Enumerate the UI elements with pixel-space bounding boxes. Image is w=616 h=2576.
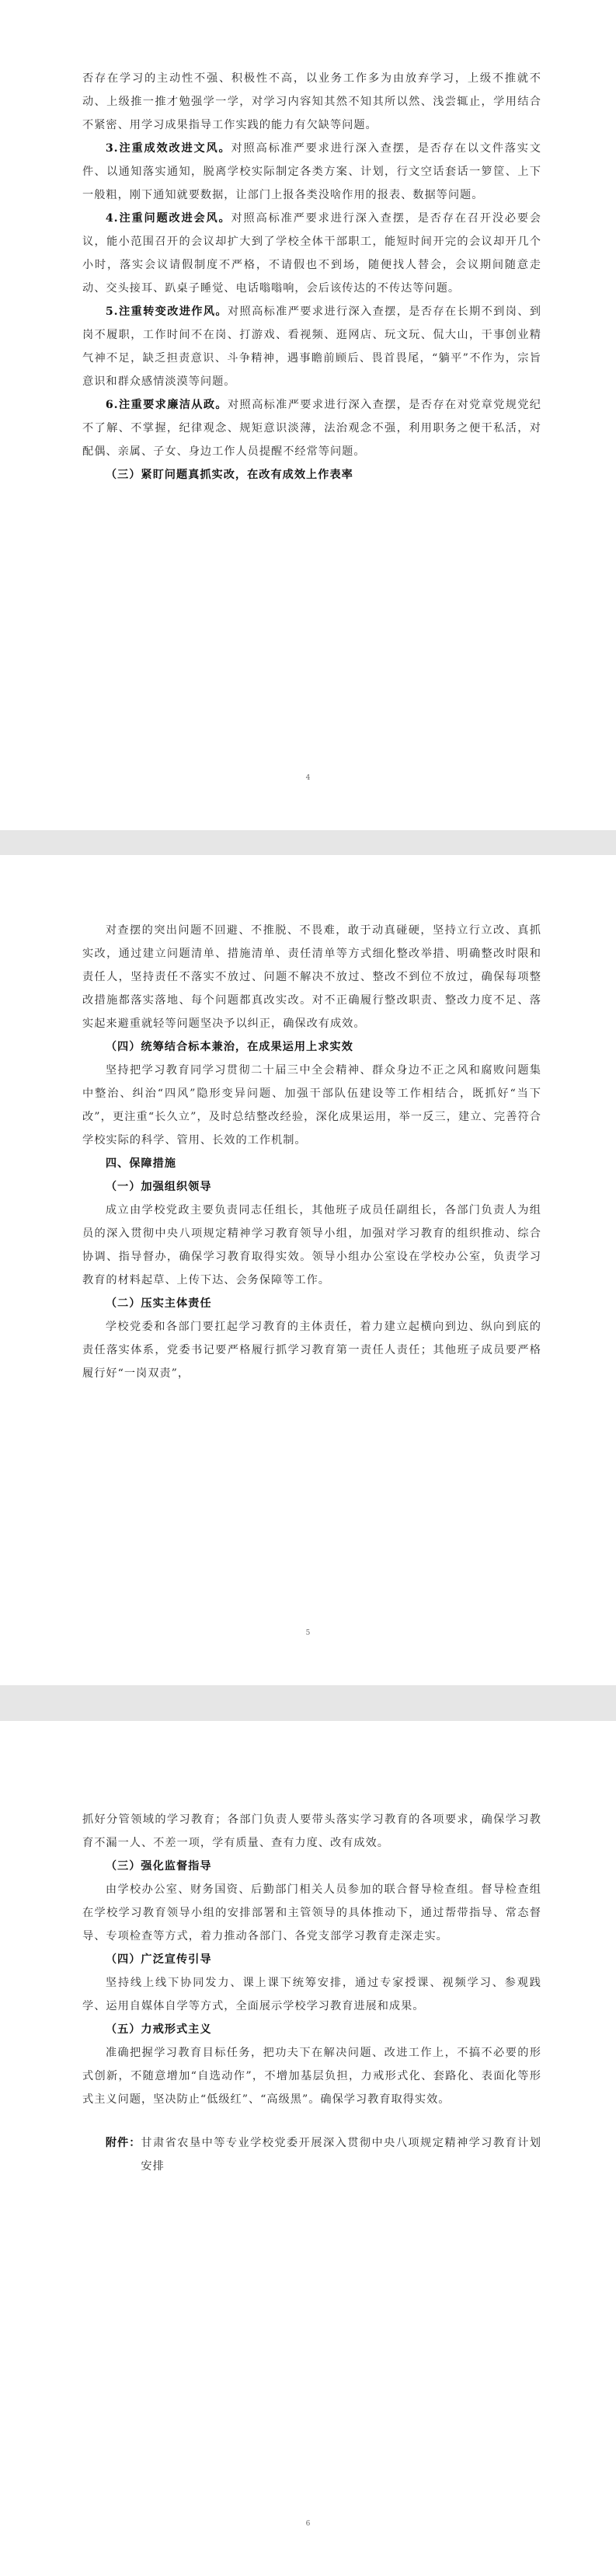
paragraph <box>82 393 541 463</box>
section-heading: （三）紧盯问题真抓实改，在改有成效上作表率 <box>105 469 353 481</box>
item-lead: 5.注重转变改进作风。 <box>105 305 228 318</box>
section-heading: （三）强化监督指导 <box>105 1860 212 1873</box>
paragraph: 坚持线上线下协同发力、课上课下统筹安排，通过专家授课、视频学习、参观践学、运用自媒体自学等方式，全面展示学校学习教育进展和成果。 <box>82 1977 541 2012</box>
document-page-5 <box>0 855 616 1685</box>
section-heading: （一）加强组织领导 <box>105 1181 212 1193</box>
document-page-6 <box>0 1721 616 2576</box>
paragraph: 学校党委和各部门要扛起学习教育的主体责任，着力建立起横向到边、纵向到底的责任落实体系，党委书记要严格履行抓学习教育第一责任人责任；其他班子成员要严格履行好“一岗双责”， <box>82 1321 541 1380</box>
section-heading: （二）压实主体责任 <box>105 1297 212 1310</box>
page-number: 4 <box>305 774 311 782</box>
paragraph <box>82 300 541 393</box>
paragraph: 抓好分管领域的学习教育；各部门负责人要带头落实学习教育的各项要求，确保学习教育不漏一人、不差一项，学有质量、查有力度、改有成效。 <box>82 1813 541 1849</box>
paragraph <box>82 207 541 300</box>
item-body: 对照高标准严要求进行深入查摆，是否存在对党章党规党纪不了解、不掌握，纪律观念、规矩意识淡薄，法治观念不强，利用职务之便干私活，对配偶、亲属、子女、身边工作人员提醒不经常等问题。 <box>82 399 541 458</box>
document-page-4 <box>0 0 616 830</box>
paragraph <box>82 137 541 207</box>
paragraph: 对查摆的突出问题不回避、不推脱、不畏难，敢于动真碰硬，坚持立行立改、真抓实改，通过建立问题清单、措施清单、责任清单等方式细化整改举措、明确整改时限和责任人，坚持责任不落实不放过、问题不解决不放过、整改不到位不放过，确保每项整改措施都落实落地、每个问题都真改实改。对不正确履行整改职责、整改力度不足、落实起来避重就轻等问题坚决予以纠正，确保改有成效。 <box>82 924 541 1030</box>
attachment-label: 附件： <box>105 2137 141 2149</box>
paragraph: 成立由学校党政主要负责同志任组长，其他班子成员任副组长，各部门负责人为组员的深入贯彻中央八项规定精神学习教育领导小组，加强对学习教育的组织推动、综合协调、指导督办，确保学习教育取得实效。领导小组办公室设在学校办公室，负责学习教育的材料起草、上传下达、会务保障等工作。 <box>82 1204 541 1286</box>
paragraph: 否存在学习的主动性不强、积极性不高，以业务工作多为由放弃学习，上级不推就不动、上级推一推才勉强学一学，对学习内容知其然不知其所以然、浅尝辄止，学用结合不紧密、用学习成果指导工作实践的能力有欠缺等问题。 <box>82 72 541 131</box>
page-number: 5 <box>305 1629 311 1637</box>
item-body: 对照高标准严要求进行深入查摆，是否存在召开没必要会议，能小范围召开的会议却扩大到了学校全体干部职工，能短时间开完的会议却开几个小时，落实会议请假制度不严格，不请假也不到场，随便找人替会，会议期间随意走动、交头接耳、趴桌子睡觉、电话嗡嗡响，会后该传达的不传达等问题。 <box>82 212 541 295</box>
item-lead: 4.注重问题改进会风。 <box>105 212 231 225</box>
section-heading: （四）广泛宣传引导 <box>105 1953 212 1966</box>
paragraph: 由学校办公室、财务国资、后勤部门相关人员参加的联合督导检查组。督导检查组在学校学习教育领导小组的安排部署和主管领导的具体推动下，通过帮带指导、常态督导、专项检查等方式，着力推动各部门、各党支部学习教育走深走实。 <box>82 1883 541 1942</box>
section-heading: （四）统筹结合标本兼治，在成果运用上求实效 <box>105 1041 353 1053</box>
item-lead: 3.注重成效改进文风。 <box>105 142 231 155</box>
attachment-title: 甘肃省农垦中等专业学校党委开展深入贯彻中央八项规定精神学习教育计划安排 <box>141 2137 541 2173</box>
section-heading: （五）力戒形式主义 <box>105 2023 212 2036</box>
item-body: 对照高标准严要求进行深入查摆，是否存在长期不到岗、到岗不履职，工作时间不在岗、打游戏、看视频、逛网店、玩文玩、侃大山，干事创业精气神不足，缺乏担责意识、斗争精神，遇事瞻前顾后、畏首畏尾，“躺平”不作为，宗旨意识和群众感情淡漠等问题。 <box>82 305 541 388</box>
paragraph: 坚持把学习教育同学习贯彻二十届三中全会精神、群众身边不正之风和腐败问题集中整治、纠治“四风”隐形变异问题、加强干部队伍建设等工作相结合，既抓好“当下改”，更注重“长久立”，及时总结整改经验，深化成果运用，举一反三，建立、完善符合学校实际的科学、管用、长效的工作机制。 <box>82 1064 541 1147</box>
page-number: 6 <box>305 2520 311 2528</box>
chapter-heading: 四、保障措施 <box>105 1157 176 1170</box>
item-lead: 6.注重要求廉洁从政。 <box>105 399 228 411</box>
attachment-note <box>82 2131 541 2178</box>
item-body: 对照高标准严要求进行深入查摆，是否存在以文件落实文件、以通知落实通知，脱离学校实际制定各类方案、计划，行文空话套话一箩筐、上下一般粗，刚下通知就要数据，让部门上报各类没啥作用的报表、数据等问题。 <box>82 142 541 201</box>
paragraph: 准确把握学习教育目标任务，把功夫下在解决问题、改进工作上，不搞不必要的形式创新，不随意增加“自选动作”，不增加基层负担，力戒形式化、套路化、表面化等形式主义问题，坚决防止“低级红”、“高级黑”。确保学习教育取得实效。 <box>82 2047 541 2106</box>
